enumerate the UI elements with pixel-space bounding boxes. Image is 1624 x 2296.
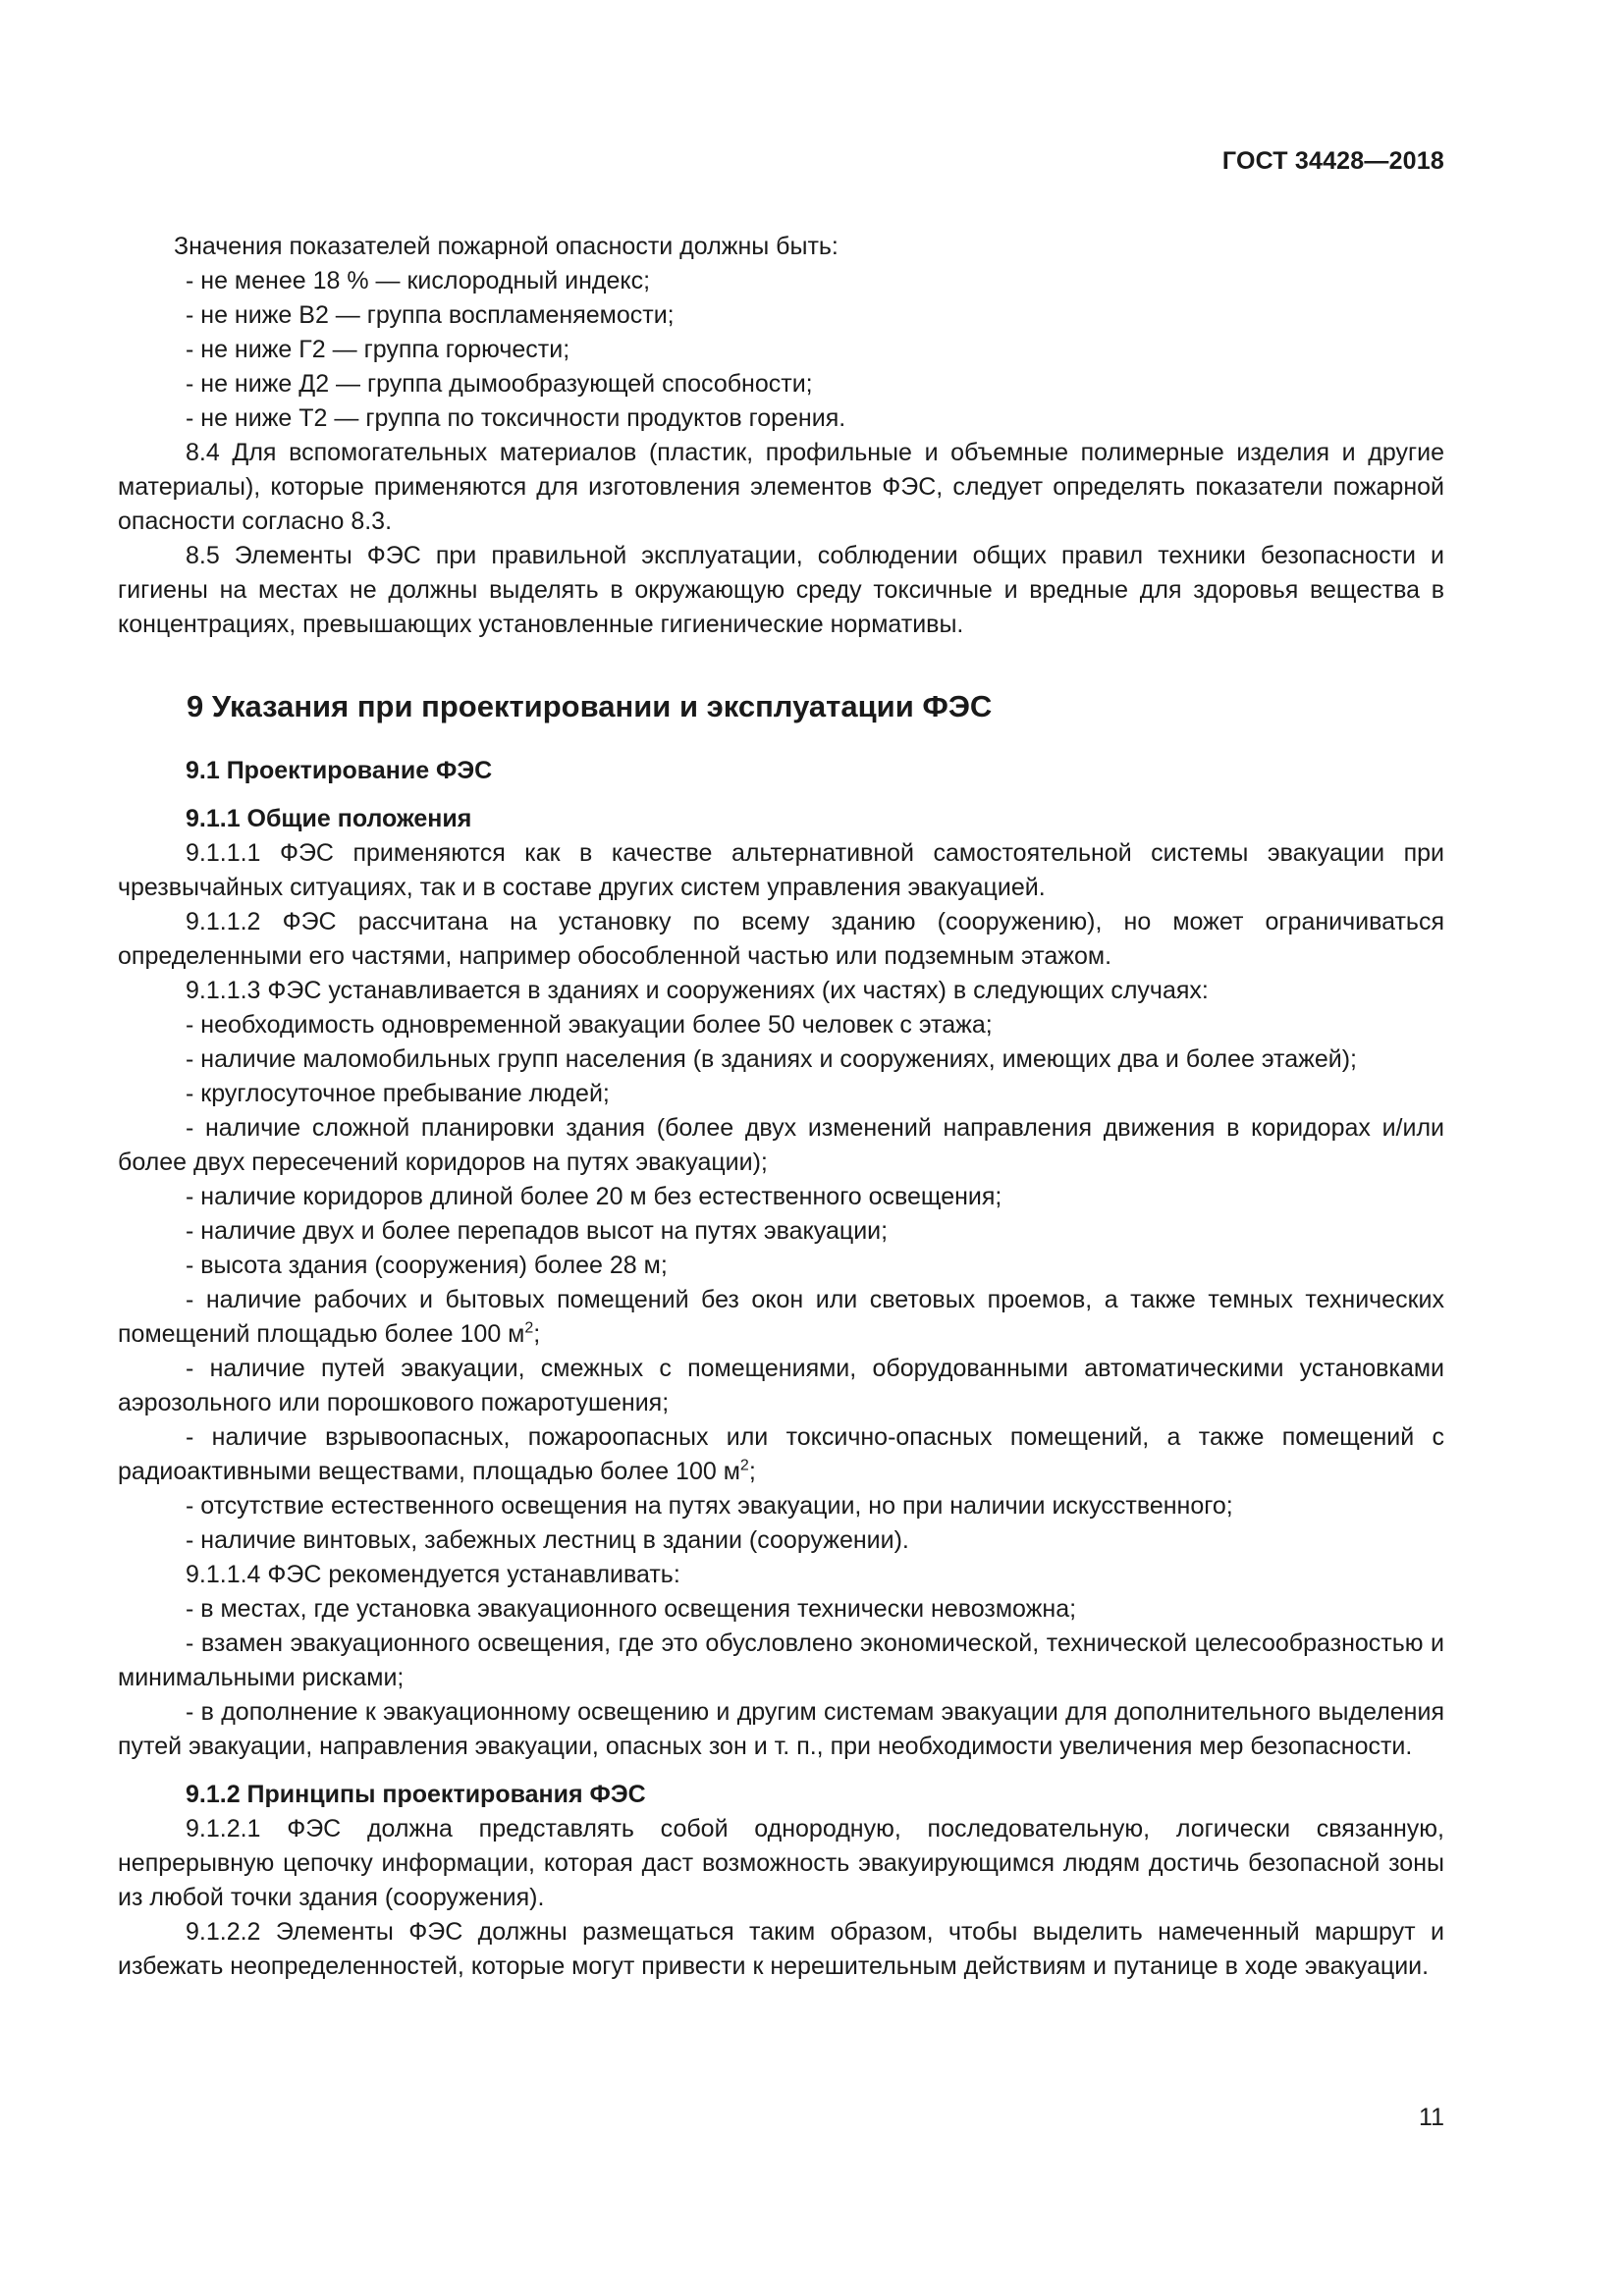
list-item-text: - наличие взрывоопасных, пожароопасных или токсично-опасных помещений, а также помещений с радиоактивными веществами, площадью более 100 м [118, 1423, 1444, 1485]
superscript: 2 [739, 1457, 749, 1474]
paragraph-8-5: 8.5 Элементы ФЭС при правильной эксплуатации, соблюдении общих правил техники безопасности и гигиены на местах не должны выделять в окружающую среду токсичные и вредные для здоровья вещества в концентрациях, превышающих установленные гигиенические нормативы. [118, 542, 1444, 638]
list-item: - в местах, где установка эвакуационного освещения технически невозможна; [186, 1595, 1077, 1623]
paragraph-9-1-1-2: 9.1.1.2 ФЭС рассчитана на установку по всему зданию (сооружению), но может ограничиваться определенными его частями, например обособленной частью или подземным этажом. [118, 908, 1444, 970]
list-item: - не ниже Д2 — группа дымообразующей способности; [186, 370, 813, 398]
list-item: - круглосуточное пребывание людей; [186, 1080, 610, 1107]
superscript: 2 [524, 1319, 534, 1337]
page-number: 11 [1419, 2104, 1444, 2131]
list-item: - наличие коридоров длиной более 20 м без естественного освещения; [186, 1183, 1002, 1210]
list-item: - не ниже В2 — группа воспламеняемости; [186, 301, 675, 329]
subsection-9-1-1-heading: 9.1.1 Общие положения [186, 805, 472, 832]
paragraph-8-4: 8.4 Для вспомогательных материалов (пластик, профильные и объемные полимерные изделия и другие материалы), которые применяются для изготовления элементов ФЭС, следует определять показатели пожарной опасности согласно 8.3. [118, 439, 1444, 535]
list-item: - наличие маломобильных групп населения (в зданиях и сооружениях, имеющих два и более этажей); [186, 1045, 1357, 1073]
list-item [118, 1420, 1444, 1489]
paragraph-9-1-1-3: 9.1.1.3 ФЭС устанавливается в зданиях и сооружениях (их частях) в следующих случаях: [186, 977, 1209, 1004]
paragraph-9-1-2-2: 9.1.2.2 Элементы ФЭС должны размещаться таким образом, чтобы выделить намеченный маршрут и избежать неопределенностей, которые могут привести к нерешительным действиям и путанице в ходе эвакуации. [118, 1918, 1444, 1980]
list-item: - взамен эвакуационного освещения, где это обусловлено экономической, технической целесообразностью и минимальными рисками; [118, 1629, 1444, 1691]
section-9-heading: 9 Указания при проектировании и эксплуатации ФЭС [187, 689, 993, 723]
list-item: - наличие винтовых, забежных лестниц в здании (сооружении). [186, 1526, 909, 1554]
list-item: - наличие путей эвакуации, смежных с помещениями, оборудованными автоматическими установками аэрозольного или порошкового пожаротушения; [118, 1355, 1444, 1416]
paragraph-9-1-1-1: 9.1.1.1 ФЭС применяются как в качестве альтернативной самостоятельной системы эвакуации при чрезвычайных ситуациях, так и в составе других систем управления эвакуацией. [118, 839, 1444, 901]
paragraph-9-1-2-1: 9.1.2.1 ФЭС должна представлять собой однородную, последовательную, логически связанную, непрерывную цепочку информации, которая даст возможность эвакуирующимся людям достичь безопасной зоны из любой точки здания (сооружения). [118, 1815, 1444, 1911]
list-item: - высота здания (сооружения) более 28 м; [186, 1252, 668, 1279]
list-item [118, 1283, 1444, 1352]
paragraph-9-1-1-4: 9.1.1.4 ФЭС рекомендуется устанавливать: [186, 1561, 680, 1588]
subsection-9-1-heading: 9.1 Проектирование ФЭС [186, 757, 493, 784]
list-item: - необходимость одновременной эвакуации более 50 человек с этажа; [186, 1011, 993, 1039]
document-body [118, 230, 1444, 1984]
list-item: - наличие сложной планировки здания (более двух изменений направления движения в коридорах и/или более двух пересечений коридоров на путях эвакуации); [118, 1114, 1444, 1176]
list-item-end: ; [533, 1320, 541, 1348]
list-item-end: ; [748, 1458, 756, 1485]
list-item: - не менее 18 % — кислородный индекс; [186, 267, 651, 294]
subsection-9-1-2-heading: 9.1.2 Принципы проектирования ФЭС [186, 1781, 646, 1808]
list-item: - наличие двух и более перепадов высот на путях эвакуации; [186, 1217, 889, 1245]
list-item: - отсутствие естественного освещения на путях эвакуации, но при наличии искусственного; [186, 1492, 1233, 1520]
intro-paragraph: Значения показателей пожарной опасности должны быть: [174, 233, 839, 260]
list-item: - не ниже Т2 — группа по токсичности продуктов горения. [186, 404, 846, 432]
list-item: - не ниже Г2 — группа горючести; [186, 336, 570, 363]
document-header: ГОСТ 34428—2018 [1221, 147, 1444, 175]
list-item: - в дополнение к эвакуационному освещению и другим системам эвакуации для дополнительного выделения путей эвакуации, направления эвакуации, опасных зон и т. п., при необходимости увеличения мер безопасности. [118, 1698, 1444, 1760]
list-item-text: - наличие рабочих и бытовых помещений без окон или световых проемов, а также темных технических помещений площадью более 100 м [118, 1286, 1444, 1348]
